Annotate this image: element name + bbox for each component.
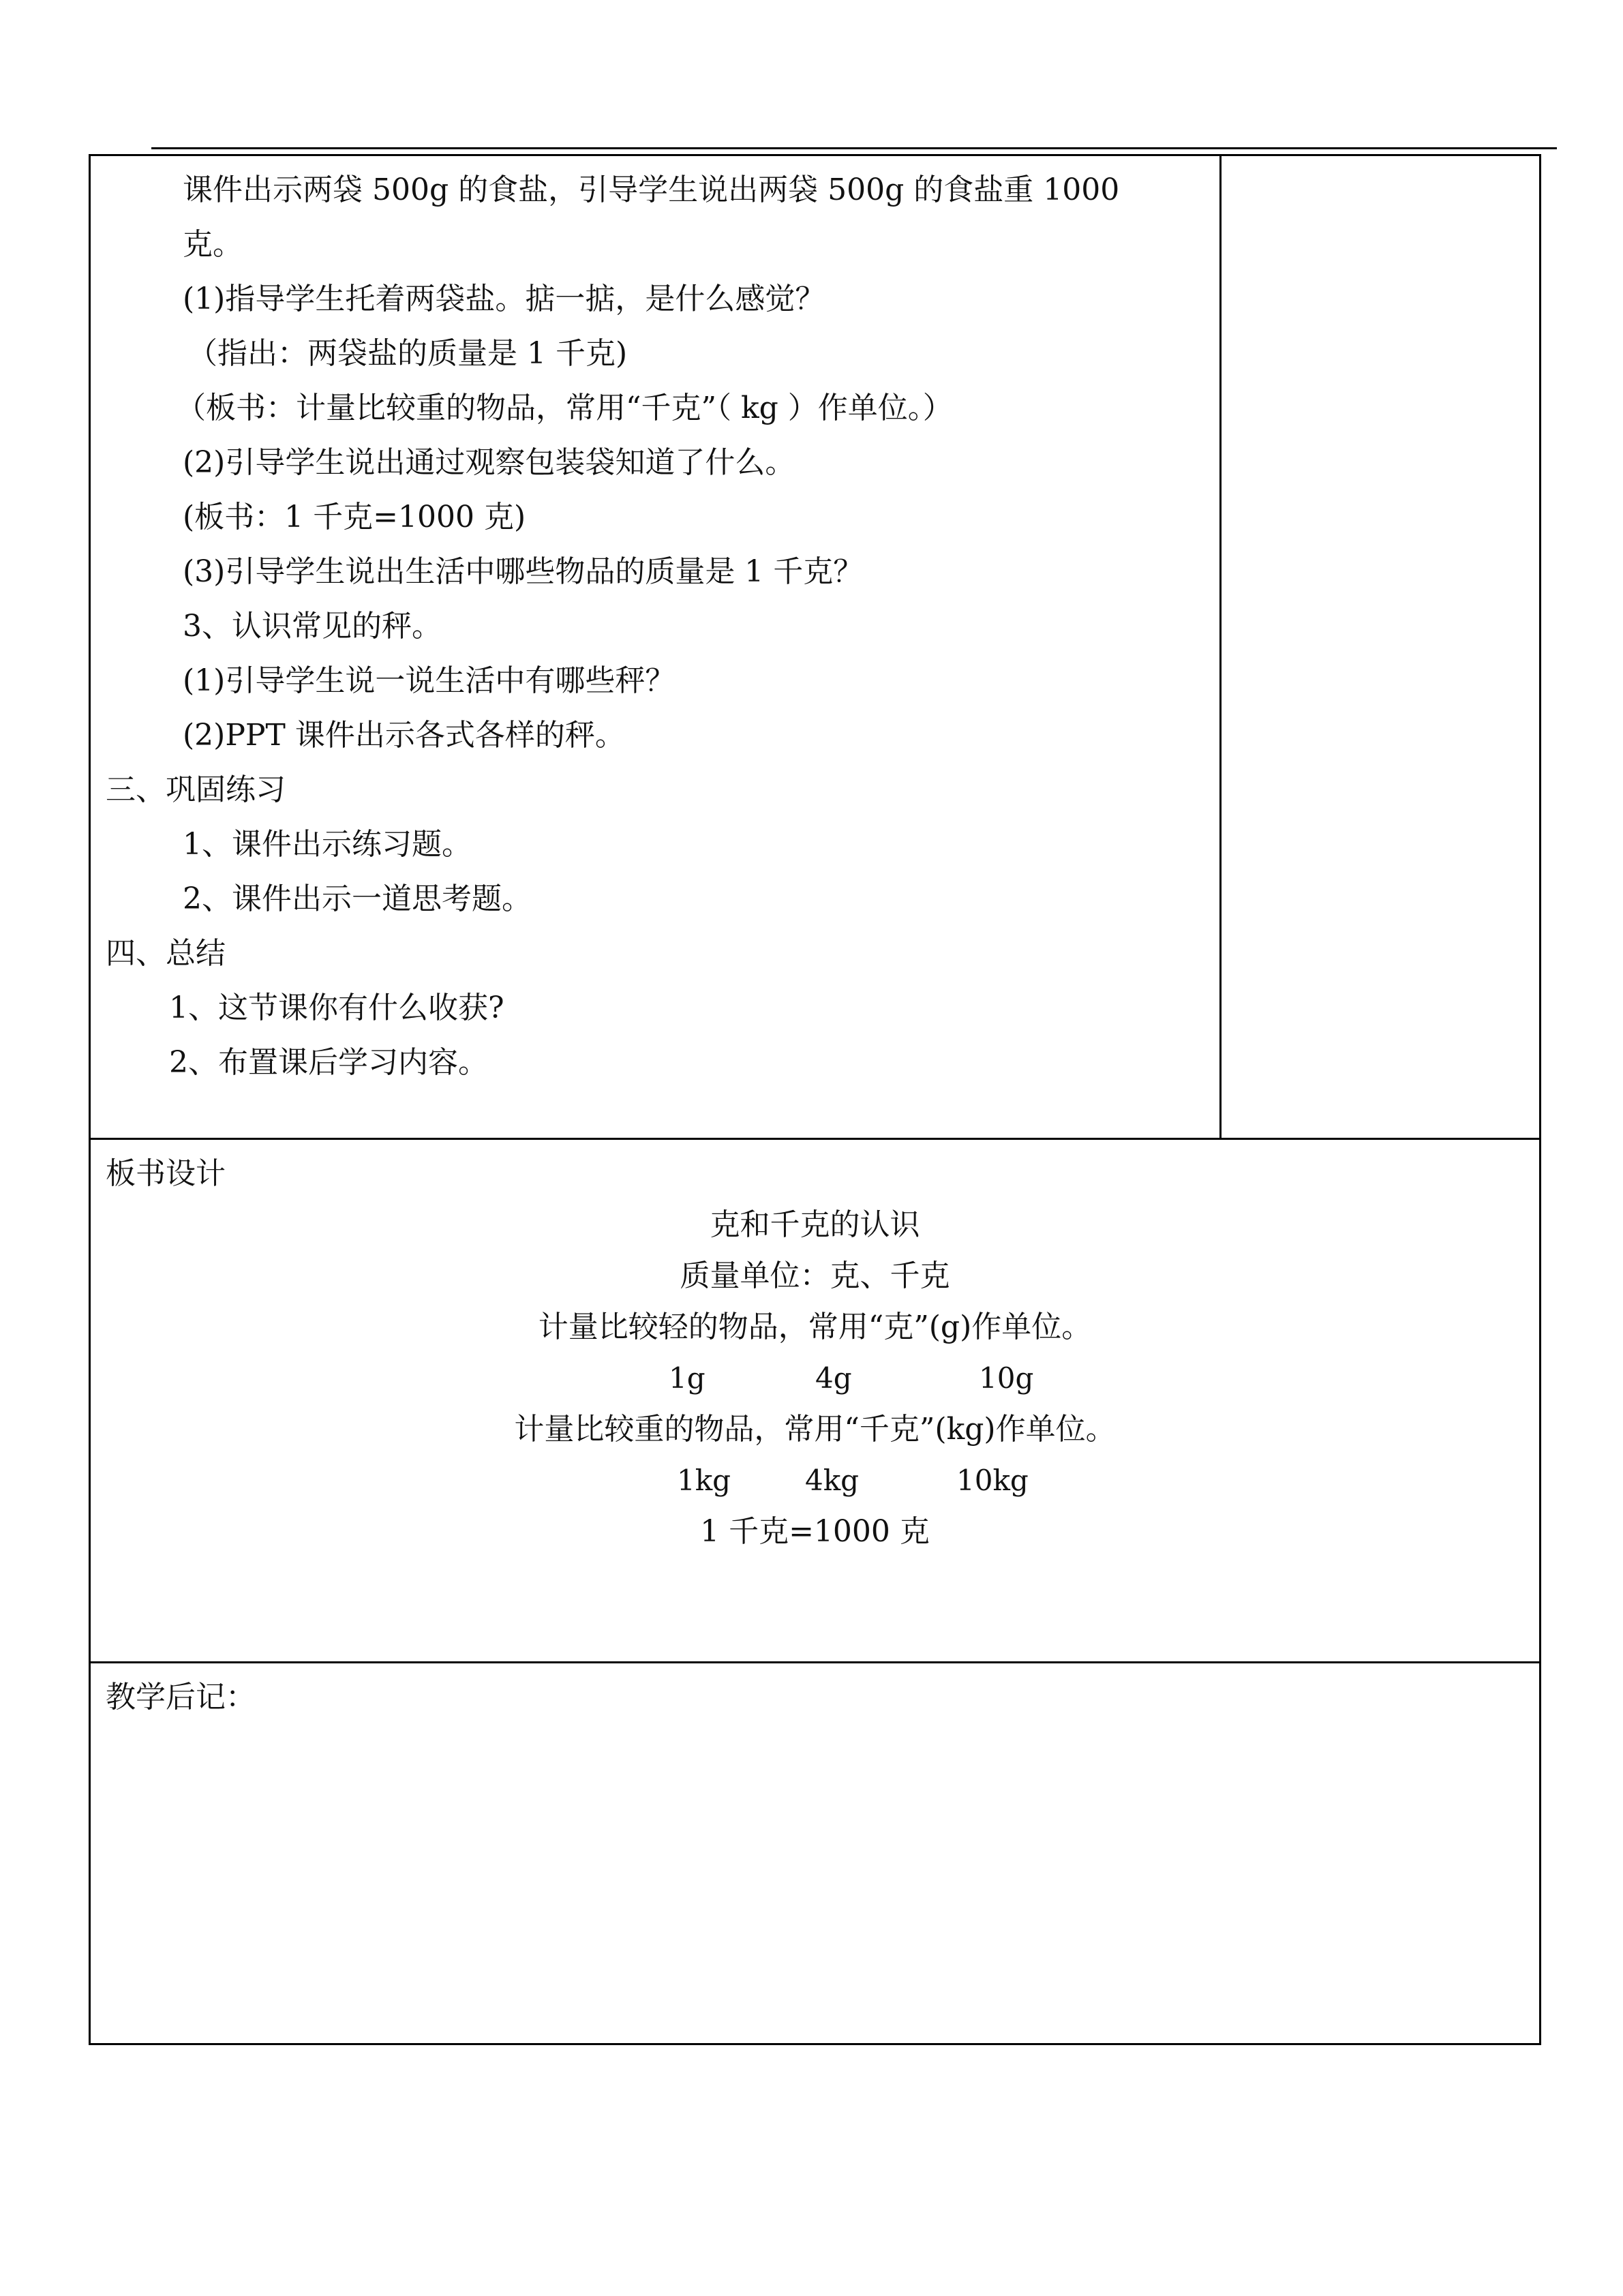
section-heading: 四、总结 bbox=[106, 936, 226, 971]
board-design-label: 板书设计 bbox=[106, 1156, 226, 1191]
process-line: (1)引导学生说一说生活中有哪些秤？ bbox=[183, 663, 676, 698]
board-light-rule: 计量比较轻的物品，常用“克”(g)作单位。 bbox=[538, 1310, 1092, 1344]
process-line: 3、认识常见的秤。 bbox=[183, 609, 442, 644]
board-units: 质量单位：克、千克 bbox=[680, 1258, 950, 1293]
process-line: (2)引导学生说出通过观察包装袋知道了什么。 bbox=[183, 445, 795, 480]
column-divider bbox=[1219, 156, 1222, 1138]
board-design-row bbox=[91, 1140, 1539, 1663]
reflection-label: 教学后记： bbox=[106, 1680, 256, 1715]
heavy-example: 1kg bbox=[677, 1464, 731, 1497]
section-heading: 三、巩固练习 bbox=[106, 772, 286, 807]
light-example: 4g bbox=[815, 1361, 852, 1395]
board-title: 克和千克的认识 bbox=[710, 1207, 920, 1242]
process-line: 2、布置课后学习内容。 bbox=[169, 1045, 488, 1080]
process-line: (2)PPT 课件出示各式各样的秤。 bbox=[183, 718, 625, 753]
process-line: 课件出示两袋 500g 的食盐，引导学生说出两袋 500g 的食盐重 1000 bbox=[183, 172, 1120, 207]
board-equation: 1 千克=1000 克 bbox=[700, 1514, 930, 1549]
board-heavy-rule: 计量比较重的物品，常用“千克”(kg)作单位。 bbox=[514, 1412, 1116, 1447]
teaching-process-row bbox=[91, 156, 1539, 1140]
process-line: 克。 bbox=[183, 227, 243, 262]
process-line: (3)引导学生说出生活中哪些物品的质量是 1 千克？ bbox=[183, 554, 864, 589]
process-line: （指出：两袋盐的质量是 1 千克) bbox=[187, 336, 628, 371]
teaching-reflection-row bbox=[91, 1663, 1539, 2043]
light-example: 10g bbox=[979, 1361, 1034, 1395]
process-line: (1)指导学生托着两袋盐。掂一掂，是什么感觉？ bbox=[183, 282, 825, 316]
process-line: （板书：计量比较重的物品，常用“千克”（ kg ）作单位。） bbox=[176, 391, 953, 425]
light-example: 1g bbox=[669, 1361, 706, 1395]
process-line: 1、课件出示练习题。 bbox=[183, 827, 472, 862]
process-line: 2、课件出示一道思考题。 bbox=[183, 881, 532, 916]
heavy-example: 4kg bbox=[805, 1464, 860, 1497]
header-rule bbox=[151, 147, 1557, 149]
process-line: 1、这节课你有什么收获? bbox=[169, 991, 504, 1025]
heavy-example: 10kg bbox=[956, 1464, 1029, 1497]
lesson-plan-table bbox=[89, 154, 1541, 2045]
process-line: (板书：1 千克=1000 克) bbox=[183, 500, 526, 534]
